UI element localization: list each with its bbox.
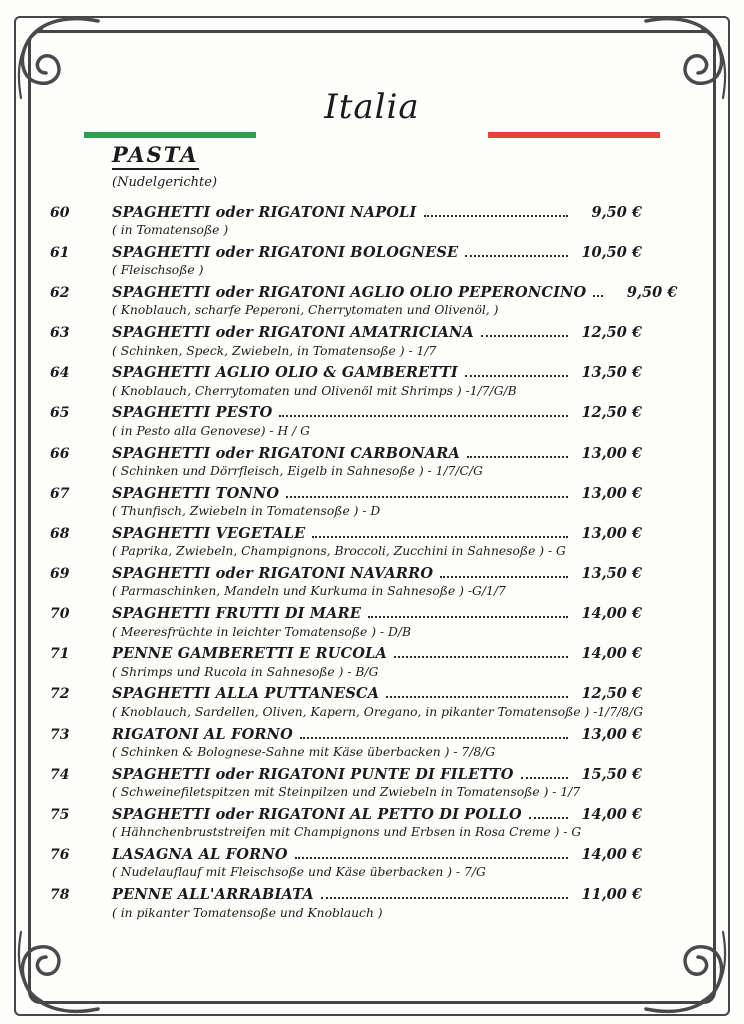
menu-item (50, 525, 694, 559)
item-number: 67 (50, 485, 70, 502)
item-price: 12,50 € (581, 685, 642, 703)
item-description: ( Schinken, Speck, Zwiebeln, in Tomatensoße ) - 1/7 (112, 343, 437, 358)
item-number: 63 (50, 325, 70, 342)
item-number: 64 (50, 365, 70, 382)
item-name: SPAGHETTI ALLA PUTTANESCA (112, 685, 380, 703)
item-name: PENNE GAMBERETTI E RUCOLA (112, 645, 387, 663)
item-number: 70 (50, 606, 70, 623)
menu-item (50, 204, 694, 238)
item-description: ( Paprika, Zwiebeln, Champignons, Broccoli, Zucchini in Sahnesoße ) - G (112, 544, 566, 559)
item-price: 12,50 € (581, 404, 642, 422)
menu-item (50, 645, 694, 679)
dotted-leader (465, 255, 568, 257)
menu-item (50, 565, 694, 599)
menu-item-main-row (50, 284, 694, 303)
menu-item (50, 485, 694, 519)
item-description: ( Schinken & Bolognese-Sahne mit Käse überbacken ) - 7/8/G (112, 745, 496, 760)
item-name: SPAGHETTI oder RIGATONI NAPOLI (112, 203, 417, 221)
dotted-leader (440, 576, 568, 578)
dotted-leader (279, 415, 568, 417)
dotted-leader (368, 616, 568, 618)
item-number: 66 (50, 445, 70, 462)
item-description: ( Knoblauch, scharfe Peperoni, Cherrytomaten und Olivenöl, ) (112, 303, 499, 318)
menu-item (50, 324, 694, 358)
item-name: SPAGHETTI oder RIGATONI AGLIO OLIO PEPERONCINO (112, 283, 587, 301)
item-price: 13,00 € (581, 444, 642, 462)
item-price: 13,00 € (581, 524, 642, 542)
menu-item-main-row (50, 525, 694, 544)
menu-item-main-row (50, 846, 694, 865)
menu-item-main-row (50, 204, 694, 223)
menu-item (50, 445, 694, 479)
scroll-flourish-icon (644, 930, 738, 1024)
dotted-leader (424, 215, 568, 217)
item-price: 13,00 € (581, 725, 642, 743)
corner-flourish-top-left (6, 6, 100, 100)
item-number: 76 (50, 846, 70, 863)
item-price: 11,00 € (581, 886, 642, 904)
scroll-flourish-icon (6, 930, 100, 1024)
item-number: 61 (50, 244, 70, 261)
menu-item-main-row (50, 324, 694, 343)
item-description: ( Schweinefiletspitzen mit Steinpilzen und Zwiebeln in Tomatensoße ) - 1/7 (112, 785, 581, 800)
item-name: LASAGNA AL FORNO (112, 845, 288, 863)
item-price: 10,50 € (581, 243, 642, 261)
dotted-leader (467, 456, 568, 458)
item-price: 14,00 € (581, 845, 642, 863)
item-description: ( in Pesto alla Genovese) - H / G (112, 423, 310, 438)
menu-item (50, 806, 694, 840)
item-description: ( in pikanter Tomatensoße und Knoblauch ) (112, 905, 383, 920)
menu-item-main-row (50, 404, 694, 423)
item-description: ( Hähnchenbruststreifen mit Champignons und Erbsen in Rosa Creme ) - G (112, 825, 582, 840)
menu-item (50, 284, 694, 318)
menu-item (50, 244, 694, 278)
item-description: ( Knoblauch, Cherrytomaten und Olivenöl mit Shrimps ) -1/7/G/B (112, 383, 517, 398)
item-description: ( Thunfisch, Zwiebeln in Tomatensoße ) - D (112, 504, 381, 519)
flag-bar-red (488, 132, 660, 138)
menu-content (50, 87, 694, 926)
item-name: SPAGHETTI oder RIGATONI AL PETTO DI POLLO (112, 805, 522, 823)
item-name: SPAGHETTI VEGETALE (112, 524, 306, 542)
dotted-leader (529, 817, 568, 819)
section-header (112, 142, 694, 190)
item-name: SPAGHETTI oder RIGATONI AMATRICIANA (112, 324, 474, 342)
menu-item (50, 846, 694, 880)
item-number: 73 (50, 726, 70, 743)
menu-item-main-row (50, 244, 694, 263)
italian-flag-divider (50, 132, 694, 138)
item-price: 13,00 € (581, 484, 642, 502)
item-description: ( in Tomatensoße ) (112, 223, 229, 238)
item-name: SPAGHETTI FRUTTI DI MARE (112, 605, 362, 623)
menu-item (50, 404, 694, 438)
menu-item (50, 605, 694, 639)
item-name: SPAGHETTI TONNO (112, 484, 280, 502)
item-price: 14,00 € (581, 645, 642, 663)
section-title: PASTA (112, 142, 199, 170)
item-description: ( Nudelauflauf mit Fleischsoße und Käse überbacken ) - 7/G (112, 865, 486, 880)
menu-item-main-row (50, 806, 694, 825)
item-price: 13,50 € (581, 364, 642, 382)
item-number: 62 (50, 284, 70, 301)
item-number: 72 (50, 686, 70, 703)
item-name: SPAGHETTI PESTO (112, 404, 273, 422)
menu-item (50, 726, 694, 760)
item-price: 14,00 € (581, 605, 642, 623)
item-description: ( Knoblauch, Sardellen, Oliven, Kapern, Oregano, in pikanter Tomatensoße ) -1/7/8/G (112, 704, 644, 719)
menu-item-main-row (50, 445, 694, 464)
menu-item-main-row (50, 766, 694, 785)
dotted-leader (481, 335, 568, 337)
dotted-leader (593, 295, 603, 297)
dotted-leader (465, 375, 568, 377)
item-description: ( Shrimps und Rucola in Sahnesoße ) - B/G (112, 664, 379, 679)
dotted-leader (386, 696, 568, 698)
item-name: SPAGHETTI oder RIGATONI BOLOGNESE (112, 243, 459, 261)
dotted-leader (295, 857, 568, 859)
item-name: SPAGHETTI AGLIO OLIO & GAMBERETTI (112, 364, 458, 382)
item-number: 71 (50, 646, 70, 663)
scroll-flourish-icon (644, 6, 738, 100)
menu-item-main-row (50, 485, 694, 504)
item-number: 78 (50, 887, 70, 904)
menu-item (50, 766, 694, 800)
menu-item-main-row (50, 886, 694, 905)
item-number: 68 (50, 525, 70, 542)
item-number: 60 (50, 204, 70, 221)
menu-item-main-row (50, 685, 694, 704)
dotted-leader (521, 777, 568, 779)
menu-item (50, 886, 694, 920)
menu-item-main-row (50, 726, 694, 745)
dotted-leader (321, 897, 568, 899)
scroll-flourish-icon (6, 6, 100, 100)
menu-item-main-row (50, 364, 694, 383)
item-price: 9,50 € (591, 203, 642, 221)
item-name: SPAGHETTI oder RIGATONI PUNTE DI FILETTO (112, 765, 514, 783)
flag-bar-green (84, 132, 256, 138)
item-price: 12,50 € (581, 324, 642, 342)
dotted-leader (286, 496, 568, 498)
dotted-leader (394, 656, 568, 658)
item-description: ( Fleischsoße ) (112, 263, 204, 278)
menu-item (50, 364, 694, 398)
menu-item-main-row (50, 605, 694, 624)
item-price: 14,00 € (581, 805, 642, 823)
item-name: SPAGHETTI oder RIGATONI NAVARRO (112, 564, 434, 582)
corner-flourish-top-right (644, 6, 738, 100)
dotted-leader (300, 737, 568, 739)
corner-flourish-bottom-right (644, 930, 738, 1024)
item-description: ( Meeresfrüchte in leichter Tomatensoße ) - D/B (112, 624, 412, 639)
menu-items (50, 204, 694, 920)
corner-flourish-bottom-left (6, 930, 100, 1024)
menu-item (50, 685, 694, 719)
item-name: SPAGHETTI oder RIGATONI CARBONARA (112, 444, 460, 462)
item-number: 75 (50, 806, 70, 823)
item-price: 9,50 € (626, 283, 678, 301)
item-price: 13,50 € (581, 564, 642, 582)
item-name: PENNE ALL'ARRABIATA (112, 886, 314, 904)
item-number: 74 (50, 766, 70, 783)
restaurant-name: Italia (324, 87, 420, 127)
item-number: 69 (50, 565, 70, 582)
dotted-leader (312, 536, 568, 538)
menu-item-main-row (50, 645, 694, 664)
item-price: 15,50 € (581, 765, 642, 783)
section-subtitle: (Nudelgerichte) (112, 174, 218, 190)
item-number: 65 (50, 405, 70, 422)
menu-item-main-row (50, 565, 694, 584)
item-description: ( Schinken und Dörrfleisch, Eigelb in Sahnesoße ) - 1/7/C/G (112, 464, 483, 479)
item-name: RIGATONI AL FORNO (112, 725, 293, 743)
item-description: ( Parmaschinken, Mandeln und Kurkuma in Sahnesoße ) -G/1/7 (112, 584, 506, 599)
